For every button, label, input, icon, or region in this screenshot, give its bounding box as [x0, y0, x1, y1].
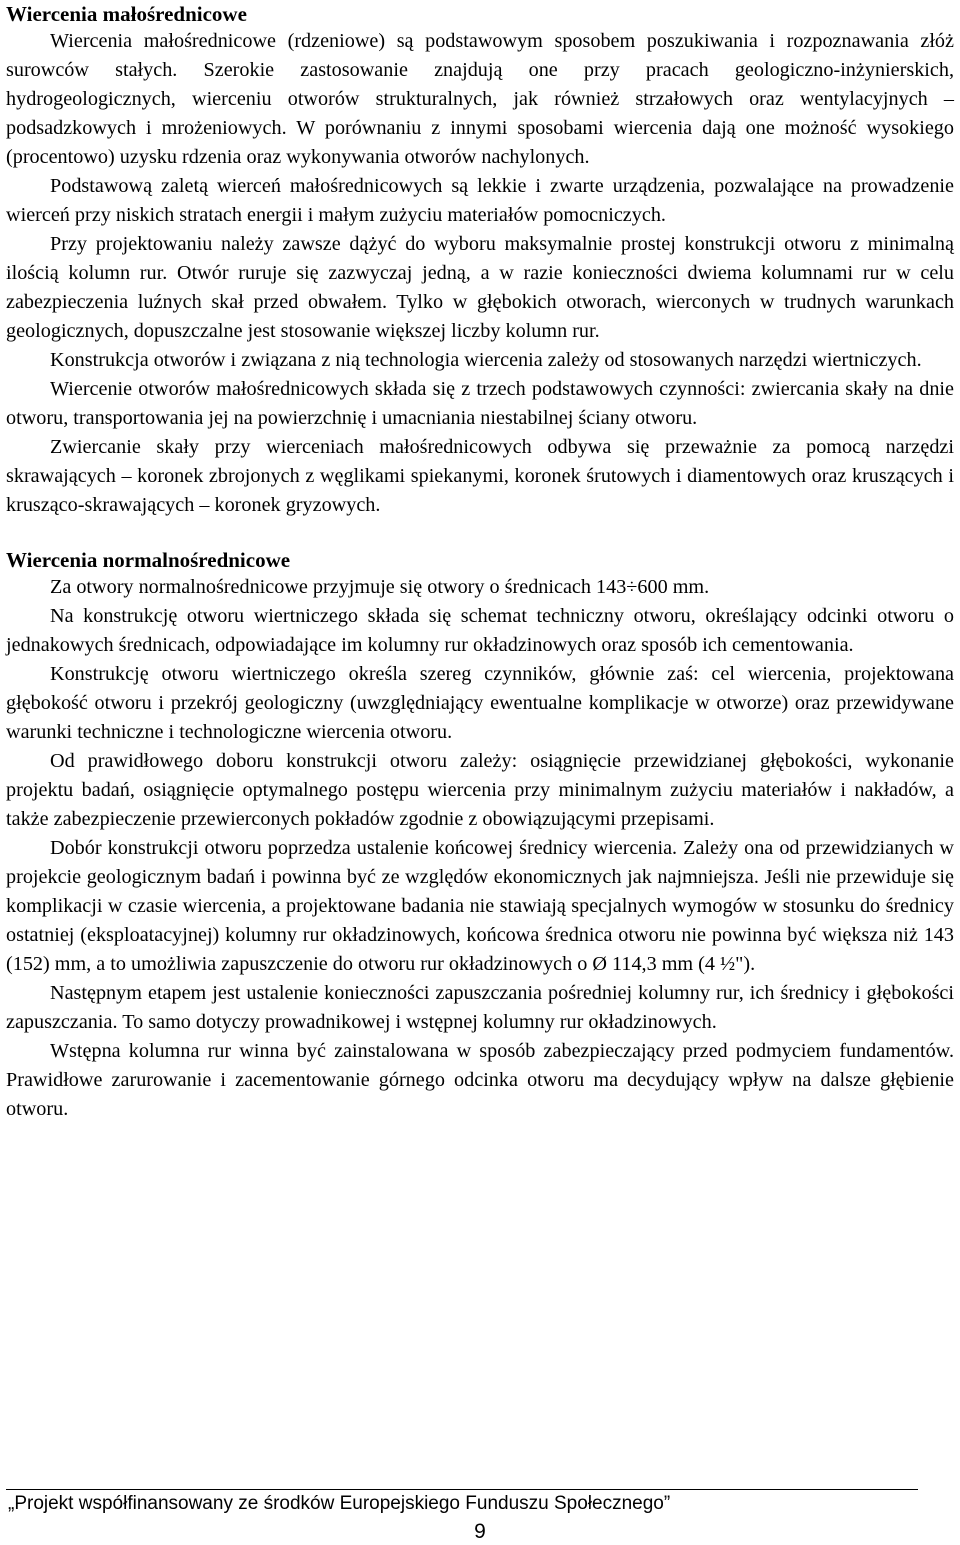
paragraph: Dobór konstrukcji otworu poprzedza ustalenie końcowej średnicy wiercenia. Zależy ona od przewidzianych w projekcie geologicznym badań i powinna być ze względów ekonomicznych jak najmniejsza. Jeśli nie przewiduje się komplikacji w czasie wiercenia, a projektowane badania nie stawiają specjalnych wymogów w stosunku do średnicy ostatniej (eksploatacyjnej) kolumny rur okładzinowych, końcowa średnica otworu nie powinna być większa niż 143 (152) mm, a to umożliwia zapuszczenie do otworu rur okładzinowych o Ø 114,3 mm (4 ½").: [6, 837, 954, 975]
page-footer: [6, 1489, 954, 1544]
document-page: [6, 0, 954, 1124]
paragraph: Wiercenia małośrednicowe (rdzeniowe) są podstawowym sposobem poszukiwania i rozpoznawania złóż surowców stałych. Szerokie zastosowanie znajdują one przy pracach geologiczno-inżynierskich, hydrogeologicznych, wierceniu otworów strukturalnych, jak również strzałowych oraz wentylacyjnych – podsadzkowych i mrożeniowych. W porównaniu z innymi sposobami wiercenia dają one możność wysokiego (procentowo) uzysku rdzenia oraz wykonywania otworów nachylonych.: [6, 30, 954, 168]
paragraph: Wiercenie otworów małośrednicowych składa się z trzech podstawowych czynności: zwiercania skały na dnie otworu, transportowania jej na powierzchnię i umacniania niestabilnej ściany otworu.: [6, 378, 954, 429]
footer-divider: [6, 1489, 918, 1490]
footer-funding-note: „Projekt współfinansowany ze środków Europejskiego Funduszu Społecznego”: [8, 1493, 671, 1514]
section-title: Wiercenia normalnośrednicowe: [6, 548, 291, 572]
paragraph: Następnym etapem jest ustalenie konieczności zapuszczania pośredniej kolumny rur, ich średnicy i głębokości zapuszczania. To samo dotyczy prowadnikowej i wstępnej kolumny rur okładzinowych.: [6, 982, 954, 1033]
paragraph: Podstawową zaletą wierceń małośrednicowych są lekkie i zwarte urządzenia, pozwalające na prowadzenie wierceń przy niskich stratach energii i małym zużyciu materiałów pomocniczych.: [6, 175, 954, 226]
paragraph: Na konstrukcję otworu wiertniczego składa się schemat techniczny otworu, określający odcinki otworu o jednakowych średnicach, odpowiadające im kolumny rur okładzinowych oraz sposób ich cementowania.: [6, 605, 954, 656]
section-title: Wiercenia małośrednicowe: [6, 2, 247, 26]
paragraph: Konstrukcja otworów i związana z nią technologia wiercenia zależy od stosowanych narzędzi wiertniczych.: [50, 349, 922, 371]
paragraph: Zwiercanie skały przy wierceniach małośrednicowych odbywa się przeważnie za pomocą narzędzi skrawających – koronek zbrojonych z węglikami spiekanymi, koronek śrutowych i diamentowych oraz kruszących i krusząco-skrawających – koronek gryzowych.: [6, 436, 954, 516]
section-body: [6, 573, 954, 1124]
paragraph: Konstrukcję otworu wiertniczego określa szereg czynników, głównie zaś: cel wiercenia, projektowana głębokość otworu i przekrój geologiczny (uwzględniający ewentualne komplikacje w otworze) oraz przewidywane warunki techniczne i technologiczne wiercenia otworu.: [6, 663, 954, 743]
paragraph: Za otwory normalnośrednicowe przyjmuje się otwory o średnicach 143÷600 mm.: [50, 576, 710, 598]
paragraph: Od prawidłowego doboru konstrukcji otworu zależy: osiągnięcie przewidzianej głębokości, wykonanie projektu badań, osiągnięcie optymalnego postępu wiercenia przy minimalnym zużyciu materiałów i nakładów, a także zabezpieczenie przewierconych pokładów zgodnie z obowiązującymi przepisami.: [6, 750, 954, 830]
section-body: [6, 27, 954, 520]
paragraph: Przy projektowaniu należy zawsze dążyć do wyboru maksymalnie prostej konstrukcji otworu z minimalną ilością kolumn rur. Otwór ruruje się zazwyczaj jedną, a w razie konieczności dwiema kolumnami rur w celu zabezpieczenia luźnych skał przed obwałem. Tylko w głębokich otworach, wierconych w trudnych warunkach geologicznych, dopuszczalne jest stosowanie większej liczby kolumn rur.: [6, 233, 954, 342]
page-number: 9: [474, 1520, 486, 1543]
paragraph: Wstępna kolumna rur winna być zainstalowana w sposób zabezpieczający przed podmyciem fundamentów. Prawidłowe zarurowanie i zacementowanie górnego odcinka otworu ma decydujący wpływ na dalsze głębienie otworu.: [6, 1040, 954, 1120]
